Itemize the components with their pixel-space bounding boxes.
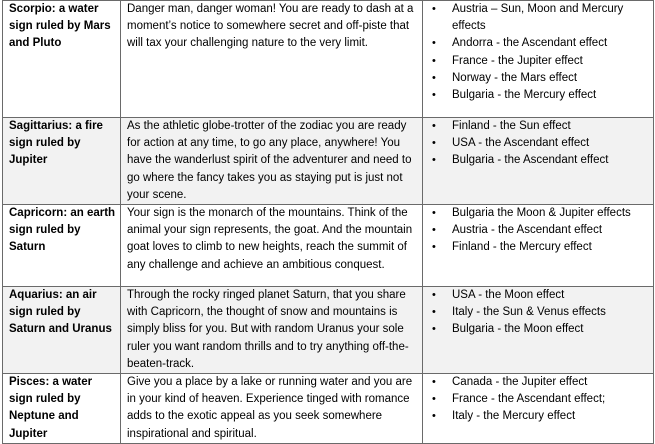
table-row-sagittarius [3, 118, 654, 205]
sign-cell [3, 118, 121, 205]
list-item [429, 118, 649, 135]
zodiac-travel-table [2, 0, 654, 444]
description-text: Danger man, danger woman! You are ready to dash at a moment’s notice to somewhere secret and off-piste that will tax your challenging nature to the very limit. [127, 3, 414, 50]
description-cell [121, 287, 423, 374]
sign-cell [3, 1, 121, 118]
countries-cell [423, 118, 654, 205]
list-item [429, 70, 649, 87]
countries-cell [423, 287, 654, 374]
country-text: Andorra - the Ascendant effect [452, 37, 608, 50]
bullet-icon: • [432, 224, 436, 237]
bullet-icon: • [432, 89, 436, 102]
country-text: France - the Jupiter effect [452, 54, 583, 67]
list-item [429, 222, 649, 239]
country-text: Finland - the Mercury effect [452, 241, 592, 254]
bullet-icon: • [432, 54, 436, 67]
country-text: Italy - the Mercury effect [452, 410, 576, 423]
country-text: Austria - the Ascendant effect [452, 224, 603, 237]
bullet-icon: • [432, 154, 436, 167]
country-text: Bulgaria - the Mercury effect [452, 89, 597, 102]
bullet-icon: • [432, 289, 436, 302]
bullet-icon: • [432, 3, 436, 15]
list-item [429, 391, 649, 408]
sign-cell [3, 205, 121, 287]
list-item [429, 408, 649, 425]
bullet-icon: • [432, 376, 436, 389]
country-text: Finland - the Sun effect [452, 120, 571, 132]
country-text: Austria – Sun, Moon and Mercury effects [452, 3, 624, 33]
list-item [429, 35, 649, 52]
country-text: Bulgaria - the Moon effect [452, 323, 584, 336]
description-cell [121, 374, 423, 444]
list-item [429, 374, 649, 391]
sign-label: Pisces: a water sign ruled by Neptune and Jupiter [9, 376, 93, 440]
bullet-icon: • [432, 323, 436, 336]
bullet-icon: • [432, 393, 436, 406]
list-item [429, 205, 649, 222]
country-text: France - the Ascendant effect; [452, 393, 606, 406]
list-item [429, 135, 649, 152]
table-row-scorpio [3, 1, 654, 118]
countries-cell [423, 205, 654, 287]
sign-label: Sagittarius: a fire sign ruled by Jupiter [9, 120, 103, 167]
country-list [429, 1, 649, 104]
sign-cell [3, 287, 121, 374]
country-text: USA - the Moon effect [452, 289, 565, 302]
country-text: Bulgaria - the Ascendant effect [452, 154, 609, 167]
sign-label: Scorpio: a water sign ruled by Mars and Pluto [9, 3, 111, 50]
bullet-icon: • [432, 71, 436, 84]
sign-label: Aquarius: an air sign ruled by Saturn and Uranus [9, 289, 112, 336]
list-item [429, 152, 649, 169]
list-item [429, 321, 649, 338]
list-item [429, 1, 649, 35]
list-item [429, 87, 649, 104]
country-text: Canada - the Jupiter effect [452, 376, 588, 389]
countries-cell [423, 1, 654, 118]
list-item [429, 287, 649, 304]
description-text: Give you a place by a lake or running water and you are in your kind of heaven. Experience tinged with romance adds to the exotic appeal as you seek somewhere inspirational and spiritual. [127, 376, 413, 440]
country-list [429, 205, 649, 257]
list-item [429, 239, 649, 256]
list-item [429, 304, 649, 321]
bullet-icon: • [432, 241, 436, 254]
bullet-icon: • [432, 410, 436, 423]
description-cell [121, 205, 423, 287]
table-row-capricorn [3, 205, 654, 287]
country-list [429, 374, 649, 426]
bullet-icon: • [432, 207, 436, 220]
country-text: Italy - the Sun & Venus effects [452, 306, 606, 319]
bullet-icon: • [432, 37, 436, 50]
description-cell [121, 1, 423, 118]
description-cell [121, 118, 423, 205]
description-text: Through the rocky ringed planet Saturn, that you share with Capricorn, the thought of snow and mountains is simply bliss for you. But with random Uranus your sole ruler you want random thrills and to try anything off-the-beaten-track. [127, 289, 409, 370]
table-row-aquarius [3, 287, 654, 374]
list-item [429, 53, 649, 70]
table-row-pisces [3, 374, 654, 444]
country-list [429, 118, 649, 170]
country-list [429, 287, 649, 339]
bullet-icon: • [432, 306, 436, 319]
bullet-icon: • [432, 137, 436, 150]
sign-cell [3, 374, 121, 444]
country-text: Bulgaria the Moon & Jupiter effects [452, 207, 631, 220]
sign-label: Capricorn: an earth sign ruled by Saturn [9, 207, 116, 254]
country-text: USA - the Ascendant effect [452, 137, 590, 150]
country-text: Norway - the Mars effect [452, 71, 578, 84]
bullet-icon: • [432, 120, 436, 132]
description-text: As the athletic globe-trotter of the zodiac you are ready for action at any time, to go any place, anywhere! You have the wanderlust spirit of the adventurer and need to go where the fancy takes you as staying put is just not your scene. [127, 120, 412, 201]
description-text: Your sign is the monarch of the mountains. Think of the animal your sign represents, the goat. And the mountain goat loves to climb to new heights, reach the summit of any challenge and achieve an ambitious conquest. [127, 207, 413, 271]
countries-cell [423, 374, 654, 444]
